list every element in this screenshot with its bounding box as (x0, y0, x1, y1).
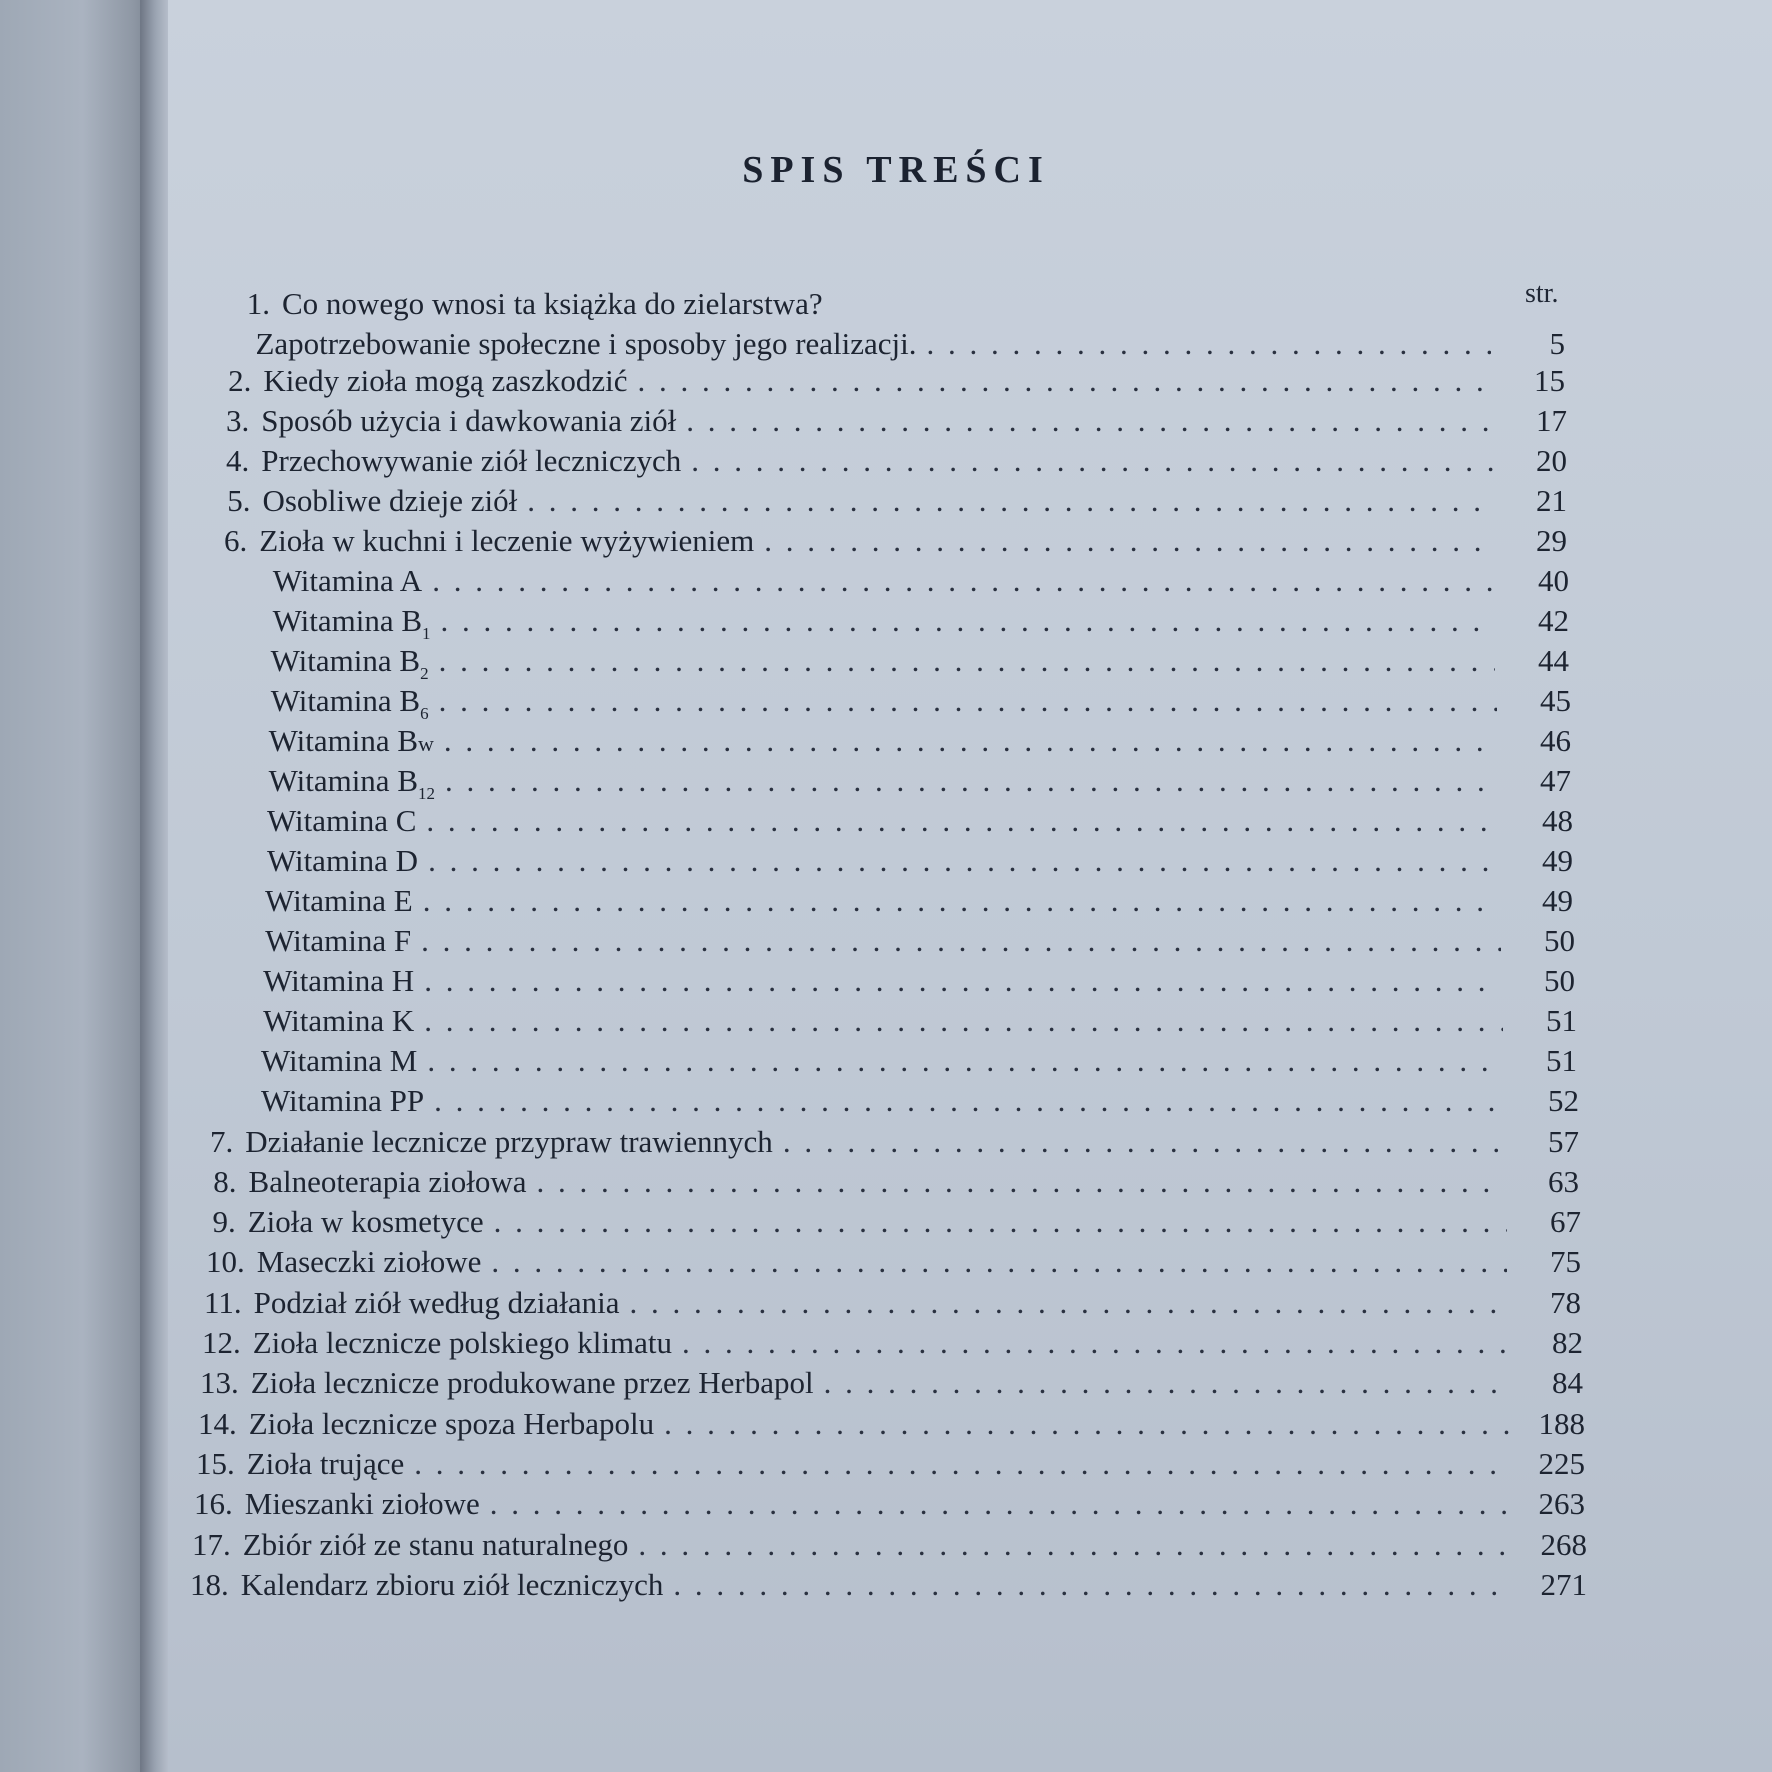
toc-entry-title: Witamina $B_2$ (270, 643, 429, 683)
toc-entry-title: Zioła trujące (246, 1446, 405, 1481)
leader-dots (764, 525, 1493, 556)
toc-entry-number: 7. (210, 1124, 234, 1159)
toc-entry-title: Balneoterapia ziołowa (248, 1164, 527, 1199)
toc-page-number: 48 (1542, 803, 1573, 838)
toc-entry-number: 4. (226, 443, 250, 478)
toc-subentry (236, 725, 1571, 756)
toc-entry-title: Witamina K (263, 1003, 415, 1038)
toc-page-number: 51 (1546, 1003, 1577, 1038)
page-title: SPIS TREŚCI (742, 149, 1050, 191)
toc-entry (228, 328, 1565, 359)
toc-page-number: 188 (1538, 1406, 1585, 1441)
toc-entry-title: Kalendarz zbioru ziół leczniczych (240, 1567, 664, 1602)
toc-page-number: 82 (1552, 1325, 1583, 1360)
toc-subentry (228, 1045, 1577, 1076)
toc-page-number: 75 (1550, 1244, 1581, 1279)
toc-page-number: 29 (1536, 523, 1567, 558)
toc-page-number: 20 (1536, 443, 1567, 478)
toc-entry-title: Witamina F (265, 923, 412, 958)
toc-entry-number: 11. (204, 1285, 242, 1320)
subscript: 2 (420, 664, 429, 683)
leader-dots (537, 1166, 1505, 1197)
toc-entry (194, 1488, 1585, 1519)
toc-page-number: 5 (1549, 326, 1565, 361)
toc-entry-title: Zbiór ziół ze stanu naturalnego (242, 1527, 629, 1562)
toc-entry (228, 365, 1565, 396)
toc-subentry (236, 763, 1571, 803)
toc-entry-number: 2. (228, 363, 252, 398)
leader-dots (682, 1327, 1509, 1358)
leader-dots (664, 1408, 1511, 1439)
toc-entry-title: Osobliwe dzieje ziół (262, 483, 518, 518)
toc-entry-number: 5. (227, 483, 251, 518)
toc-page-number: 78 (1550, 1285, 1581, 1320)
toc-subentry (240, 603, 1569, 643)
leader-dots (434, 1085, 1505, 1116)
toc-page-number: 268 (1540, 1527, 1587, 1562)
toc-page-number: 17 (1536, 403, 1567, 438)
toc-entry (202, 1327, 1583, 1358)
toc-entry (204, 1287, 1581, 1318)
toc-entry-number: 8. (213, 1164, 237, 1199)
leader-dots (424, 1005, 1503, 1036)
leader-dots (629, 1287, 1507, 1318)
toc-entry-title: Zioła lecznicze spoza Herbapolu (248, 1406, 655, 1441)
toc-entry-number: 18. (190, 1567, 229, 1602)
toc-entry-number: 9. (212, 1204, 236, 1239)
toc-page-number: 49 (1542, 883, 1573, 918)
leader-dots (638, 1529, 1513, 1560)
leader-dots (428, 845, 1499, 876)
leader-dots (637, 365, 1491, 396)
toc-entry-number: 13. (200, 1365, 239, 1400)
toc-entry (196, 1448, 1585, 1479)
toc-entry (206, 1246, 1581, 1277)
toc-subentry (230, 1005, 1577, 1036)
toc-entry-title: Przechowywanie ziół leczniczych (261, 443, 682, 478)
toc-entry (190, 1569, 1587, 1600)
toc-subentry (228, 1085, 1579, 1116)
toc-entry (210, 1166, 1579, 1197)
leader-dots (439, 685, 1497, 716)
toc-entry-title: Witamina E (265, 883, 413, 918)
toc-entry-title: Kiedy zioła mogą zaszkodzić (263, 363, 628, 398)
leader-dots (421, 925, 1501, 956)
toc-entry-number: 3. (226, 403, 250, 438)
toc-entry-title: Zioła lecznicze produkowane przez Herbapol (250, 1365, 814, 1400)
leader-dots (824, 1367, 1509, 1398)
toc-entry-title: Witamina C (266, 803, 417, 838)
leader-dots (494, 1206, 1507, 1237)
subscript: 6 (420, 704, 429, 723)
toc-entry-number: 10. (206, 1244, 245, 1279)
toc-entry (226, 405, 1567, 436)
toc-subentry (238, 643, 1569, 683)
toc-entry (210, 1126, 1579, 1157)
toc-page-number: 57 (1548, 1124, 1579, 1159)
toc-subentry (240, 565, 1569, 596)
toc-entry-title: Witamina $B_1$ (272, 603, 431, 643)
toc-entry-heading-line (228, 288, 823, 319)
toc-entry-title: Witamina A (272, 563, 423, 598)
toc-page-number: 42 (1538, 603, 1569, 638)
leader-dots (490, 1488, 1511, 1519)
toc-page-number: 225 (1538, 1446, 1585, 1481)
toc-entry (224, 485, 1567, 516)
page-column-label: str. (1525, 278, 1559, 309)
toc-entry-title: Witamina M (261, 1043, 418, 1078)
leader-dots (427, 1045, 1503, 1076)
toc-entry-title: Zioła w kuchni i leczenie wyżywieniem (259, 523, 755, 558)
toc-subentry (232, 885, 1573, 916)
toc-entry-title: Sposób użycia i dawkowania ziół (261, 403, 677, 438)
toc-subentry (234, 845, 1573, 876)
leader-dots (491, 1246, 1507, 1277)
toc-entry-number: 12. (202, 1325, 241, 1360)
leader-dots (673, 1569, 1513, 1600)
toc-page-number: 15 (1534, 363, 1565, 398)
subscript: 1 (422, 624, 431, 643)
toc-entry-title: Witamina D (266, 843, 419, 878)
leader-dots (423, 885, 1499, 916)
toc-entry-number: 15. (196, 1446, 235, 1481)
toc-entry-title: Podział ziół według działania (253, 1285, 620, 1320)
toc-subentry (238, 683, 1571, 723)
leader-dots (414, 1448, 1511, 1479)
toc-page-number: 50 (1544, 963, 1575, 998)
leader-dots (686, 405, 1493, 436)
leader-dots (432, 565, 1495, 596)
toc-entry-title: Witamina $B_{12}$ (268, 763, 435, 803)
leader-dots (426, 805, 1499, 836)
toc-page-number: 45 (1540, 683, 1571, 718)
toc-page-number: 46 (1540, 723, 1571, 758)
toc-page-number: 21 (1536, 483, 1567, 518)
leader-dots (424, 965, 1501, 996)
toc-entry-title: Zioła lecznicze polskiego klimatu (252, 1325, 672, 1360)
toc-entry (192, 1529, 1587, 1560)
toc-entry-number: 17. (192, 1527, 231, 1562)
toc-entry-title: Działanie lecznicze przypraw trawiennych (245, 1124, 773, 1159)
leader-dots (927, 328, 1491, 359)
toc-page-number: 52 (1548, 1083, 1579, 1118)
toc-page-number: 47 (1540, 763, 1571, 798)
leader-dots (441, 605, 1495, 636)
toc-entry (224, 525, 1567, 556)
toc-page-number: 50 (1544, 923, 1575, 958)
toc-entry-number: 1. (246, 286, 270, 321)
toc-entry-title: Witamina $B_6$ (270, 683, 429, 723)
leader-dots (444, 725, 1497, 756)
toc-subentry (232, 925, 1575, 956)
subscript: w (418, 731, 434, 756)
leader-dots (783, 1126, 1505, 1157)
toc-page-number: 84 (1552, 1365, 1583, 1400)
toc-page-number: 263 (1538, 1486, 1585, 1521)
toc-page-number: 49 (1542, 843, 1573, 878)
toc-page-number: 271 (1540, 1567, 1587, 1602)
toc-page-number: 67 (1550, 1204, 1581, 1239)
toc-entry (198, 1408, 1585, 1439)
toc-entry-number: 6. (224, 523, 248, 558)
leader-dots (439, 645, 1495, 676)
toc-page-number: 40 (1538, 563, 1569, 598)
leader-dots (691, 445, 1493, 476)
toc-subentry (234, 805, 1573, 836)
leader-dots (527, 485, 1493, 516)
facing-page-edge (0, 0, 150, 1772)
toc-page-number: 44 (1538, 643, 1569, 678)
toc-entry (200, 1367, 1583, 1398)
toc-entry-title: Mieszanki ziołowe (244, 1486, 480, 1521)
toc-entry-title: Maseczki ziołowe (256, 1244, 482, 1279)
toc-entry-number: 14. (198, 1406, 237, 1441)
toc-page-number: 63 (1548, 1164, 1579, 1199)
toc-entry (226, 445, 1567, 476)
toc-entry-continuation: Zapotrzebowanie społeczne i sposoby jego realizacji. (255, 326, 917, 361)
toc-entry-title: Witamina PP (260, 1083, 425, 1118)
toc-entry-title: Zioła w kosmetyce (247, 1204, 484, 1239)
toc-page-number: 51 (1546, 1043, 1577, 1078)
toc-entry-title: Co nowego wnosi ta książka do zielarstwa? (282, 286, 823, 321)
toc-entry-number: 16. (194, 1486, 233, 1521)
toc-entry-title: Witamina H (263, 963, 415, 998)
toc-entry (208, 1206, 1581, 1237)
toc-entry-title: Witamina Bw (268, 723, 434, 758)
leader-dots (445, 765, 1497, 796)
subscript: 12 (418, 784, 435, 803)
toc-subentry (230, 965, 1575, 996)
